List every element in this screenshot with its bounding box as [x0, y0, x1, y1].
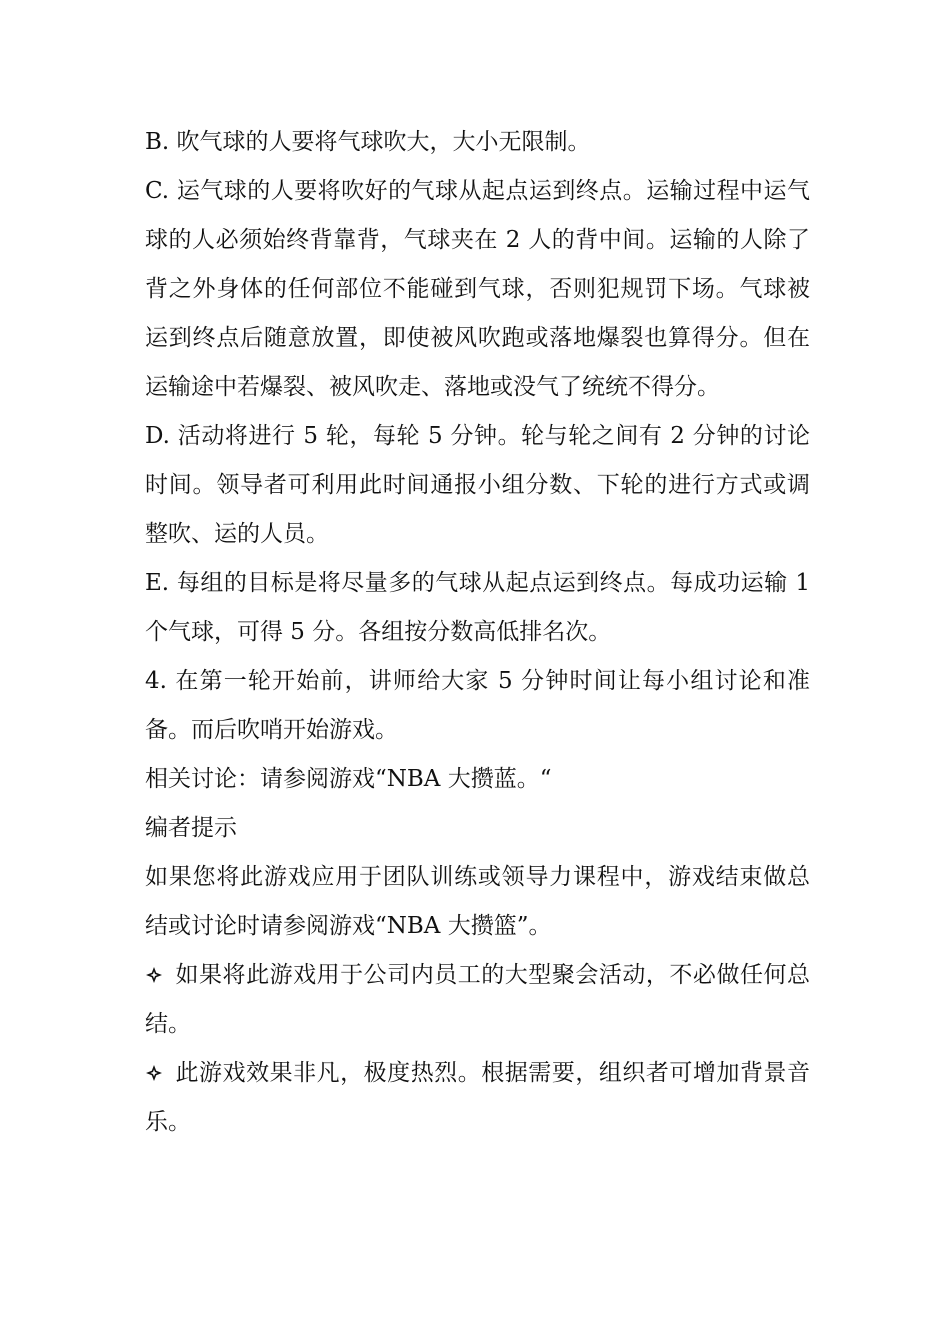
diamond-bullet-icon	[145, 1064, 163, 1082]
bullet-text: 如果将此游戏用于公司内员工的大型聚会活动，不必做任何总结。	[145, 962, 810, 1037]
bullet-item	[145, 951, 810, 1049]
rule-c-paragraph: C. 运气球的人要将吹好的气球从起点运到终点。运输过程中运气球的人必须始终背靠背，气球夹在 2 人的背中间。运输的人除了背之外身体的任何部位不能碰到气球，否则犯规罚下场。气球被运到终点后随意放置，即使被风吹跑或落地爆裂也算得分。但在运输途中若爆裂、被风吹走、落地或没气了统统不得分。	[145, 178, 810, 400]
step-4-paragraph: 4. 在第一轮开始前，讲师给大家 5 分钟时间让每小组讨论和准备。而后吹哨开始游戏。	[145, 668, 810, 743]
diamond-bullet-icon	[145, 966, 163, 984]
rule-b-paragraph: B. 吹气球的人要将气球吹大，大小无限制。	[145, 129, 591, 155]
related-discussion: 相关讨论：请参阅游戏“NBA 大攒蓝。“	[145, 766, 552, 792]
rule-e-paragraph: E. 每组的目标是将尽量多的气球从起点运到终点。每成功运输 1 个气球，可得 5 分。各组按分数高低排名次。	[145, 570, 810, 645]
rule-d-paragraph: D. 活动将进行 5 轮，每轮 5 分钟。轮与轮之间有 2 分钟的讨论时间。领导者可利用此时间通报小组分数、下轮的进行方式或调整吹、运的人员。	[145, 423, 810, 547]
bullet-text: 此游戏效果非凡，极度热烈。根据需要，组织者可增加背景音乐。	[145, 1060, 810, 1135]
bullet-item	[145, 1049, 810, 1147]
editor-notes-heading: 编者提示	[145, 815, 237, 841]
document-page	[145, 118, 810, 1147]
editor-notes-paragraph: 如果您将此游戏应用于团队训练或领导力课程中，游戏结束做总结或讨论时请参阅游戏“NBA 大攒篮”。	[145, 864, 810, 939]
